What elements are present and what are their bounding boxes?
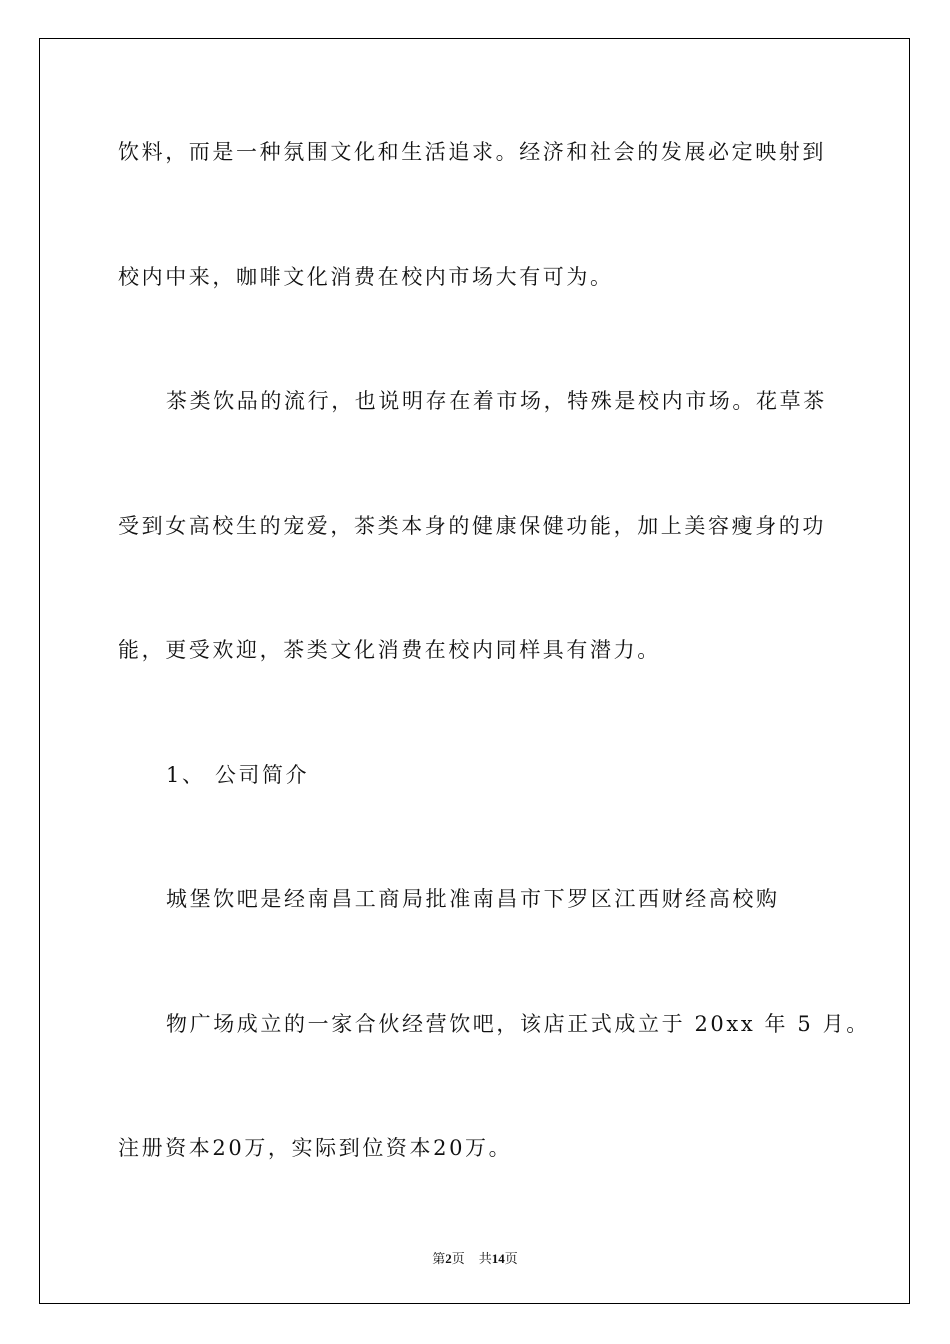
text-line-9: 注册资本20万，实际到位资本20万。 <box>118 1136 513 1160</box>
page-border <box>39 38 910 1304</box>
page-footer <box>0 1248 950 1267</box>
text-line-4: 受到女高校生的宠爱，茶类本身的健康保健功能，加上美容瘦身的功 <box>118 514 826 538</box>
text-line-3: 茶类饮品的流行，也说明存在着市场，特殊是校内市场。花草茶 <box>166 389 827 413</box>
text-line-1: 饮料，而是一种氛围文化和生活追求。经济和社会的发展必定映射到 <box>118 140 826 164</box>
page-suffix: 页 <box>451 1251 465 1266</box>
page-number: 2 <box>445 1251 452 1266</box>
text-line-5: 能，更受欢迎，茶类文化消费在校内同样具有潜力。 <box>118 638 661 662</box>
text-line-7: 城堡饮吧是经南昌工商局批准南昌市下罗区江西财经高校购 <box>166 887 780 911</box>
total-suffix: 页 <box>504 1251 518 1266</box>
section-heading: 1、 公司简介 <box>166 763 310 787</box>
text-line-2: 校内中来，咖啡文化消费在校内市场大有可为。 <box>118 265 614 289</box>
total-pages: 14 <box>491 1251 505 1266</box>
page-prefix: 第 <box>432 1251 446 1266</box>
text-line-8: 物广场成立的一家合伙经营饮吧，该店正式成立于 20xx 年 5 月。 <box>166 1012 870 1036</box>
total-prefix: 共 <box>478 1251 492 1266</box>
